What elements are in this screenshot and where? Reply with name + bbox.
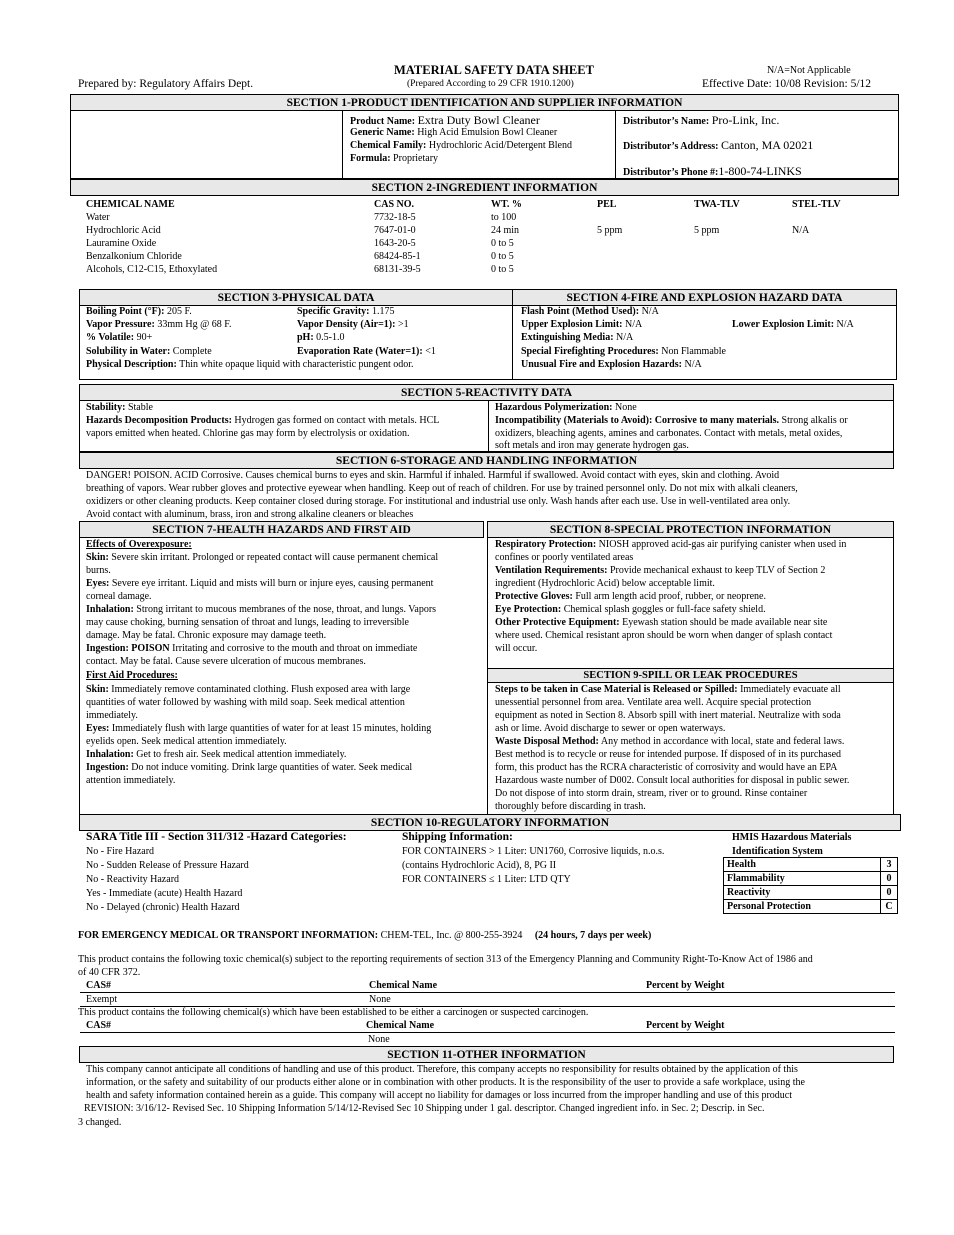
first-aid-inhalation: Inhalation: Get to fresh air. Seek medical attention immediately.	[86, 749, 347, 760]
first-aid-ingestion: Ingestion: Do not induce vomiting. Drink large quantities of water. Seek medical	[86, 762, 413, 773]
ingredient-cell: 24 min	[491, 225, 520, 236]
col-percent: Percent by Weight	[646, 980, 725, 991]
vapor-density: Vapor Density (Air=1): >1	[297, 319, 409, 330]
section-1-header: SECTION 1-PRODUCT IDENTIFICATION AND SUPPLIER INFORMATION	[70, 94, 899, 111]
ingredient-cell: Hydrochloric Acid	[86, 225, 161, 236]
toxic-cas: Exempt	[86, 994, 118, 1005]
col-wt-pct: WT. %	[491, 199, 522, 210]
prepared-by: Prepared by: Regulatory Affairs Dept.	[78, 78, 254, 90]
emergency-contact: FOR EMERGENCY MEDICAL OR TRANSPORT INFORMATION: CHEM-TEL, Inc. @ 800-255-3924 (24 hours, 7 days per week)	[78, 930, 652, 941]
section-3-header: SECTION 3-PHYSICAL DATA	[79, 289, 513, 306]
stability: Stability: Stable	[86, 402, 153, 413]
first-aid-skin-cont: quantities of water followed by washing with mild soap. Seek medical attention	[86, 697, 405, 708]
section-9-header: SECTION 9-SPILL OR LEAK PROCEDURES	[487, 668, 894, 683]
hmis-value: 0	[881, 886, 898, 900]
col-chem-name: Chemical Name	[366, 1020, 435, 1031]
hmis-title: HMIS Hazardous Materials	[732, 832, 852, 843]
incompatibility: Incompatibility (Materials to Avoid): Corrosive to many materials. Strong alkalis or	[495, 415, 848, 426]
divider	[488, 400, 489, 452]
skin-effects-cont: burns.	[86, 565, 111, 576]
special-firefighting: Special Firefighting Procedures: Non Flammable	[521, 346, 726, 357]
volatile: % Volatile: 90+	[86, 332, 153, 343]
hmis-row	[724, 900, 898, 914]
sara-item: No - Delayed (chronic) Health Hazard	[86, 902, 240, 913]
protective-gloves: Protective Gloves: Full arm length acid proof, rubber, or neoprene.	[495, 591, 766, 602]
inhalation-effects-cont: may cause choking, burning sensation of throat and lungs, leading to irreversible	[86, 617, 409, 628]
col-cas: CAS#	[86, 1020, 112, 1031]
ingestion-effects: Ingestion: POISON Irritating and corrosive to the mouth and throat on immediate	[86, 643, 418, 654]
revision-text: REVISION: 3/16/12- Revised Sec. 10 Shipping Information 5/14/12-Revised Sec 10 Shipping under 1 gal. descriptor. Changed ingredient info. in Sec. 2; Descrip. in Sec.	[84, 1103, 765, 1114]
effective-date: Effective Date: 10/08 Revision: 5/12	[702, 78, 872, 90]
product-name: Product Name: Extra Duty Bowl Cleaner	[350, 113, 540, 127]
storage-text: oxidizers or other cleaning products. Keep container closed during storage. For institutional and industrial use only. Wash hands after each use. Use in well-ventilated area only.	[86, 496, 791, 507]
first-aid-eyes-cont: eyelids open. Seek medical attention immediately.	[86, 736, 287, 747]
doc-title: MATERIAL SAFETY DATA SHEET	[394, 63, 594, 77]
ingredient-cell: 7732-18-5	[374, 212, 416, 223]
carcinogen-name: None	[368, 1034, 390, 1045]
sara-item: No - Sudden Release of Pressure Hazard	[86, 860, 249, 871]
divider	[615, 110, 616, 179]
shipping-item: FOR CONTAINERS ≤ 1 Liter: LTD QTY	[402, 874, 571, 885]
hmis-label: Health	[724, 858, 881, 872]
disclaimer-text: information, or the safety and suitability of our products either alone or in combination with other products. It is the responsibility of the user to provide a safe workplace, using the	[86, 1077, 805, 1088]
physical-description: Physical Description: Thin white opaque liquid with characteristic pungent odor.	[86, 359, 414, 370]
section-4-header: SECTION 4-FIRE AND EXPLOSION HAZARD DATA	[512, 289, 897, 306]
first-aid-skin: Skin: Immediately remove contaminated clothing. Flush exposed area with large	[86, 684, 411, 695]
ingredient-cell: 0 to 5	[491, 238, 514, 249]
upper-explosion-limit: Upper Explosion Limit: N/A	[521, 319, 643, 330]
storage-text: breathing of vapors. Wear rubber gloves and protective eyewear when handling. Keep out of reach of children. For use by trained personnel only. Do not mix with alkali cleaners,	[86, 483, 798, 494]
distributor-address: Distributor’s Address: Canton, MA 02021	[623, 138, 814, 152]
first-aid-title: First Aid Procedures:	[86, 670, 178, 681]
lower-explosion-limit: Lower Explosion Limit: N/A	[732, 319, 854, 330]
col-chemical-name: CHEMICAL NAME	[86, 199, 175, 210]
flash-point: Flash Point (Method Used): N/A	[521, 306, 659, 317]
hmis-value: C	[881, 900, 898, 914]
disclaimer-text: This company cannot anticipate all conditions of handling and use of this product. Therefore, this company accepts no responsibility for results obtained by the application of this	[86, 1064, 798, 1075]
boiling-point: Boiling Point (°F): 205 F.	[86, 306, 192, 317]
ph: pH: 0.5-1.0	[297, 332, 345, 343]
inhalation-effects: Inhalation: Strong irritant to mucous membranes of the nose, throat, and lungs. Vapors	[86, 604, 437, 615]
revision-text-cont: 3 changed.	[78, 1117, 122, 1128]
ingredient-cell: Alcohols, C12-C15, Ethoxylated	[86, 264, 218, 275]
hmis-label: Personal Protection	[724, 900, 881, 914]
rule	[80, 992, 895, 993]
ingredient-cell: 68424-85-1	[374, 251, 421, 262]
incompatibility-cont: oxidizers, bleaching agents, amines and carbonates. Contact with metals, metal oxides,	[495, 428, 843, 439]
ingredient-cell: to 100	[491, 212, 517, 223]
section-8-header: SECTION 8-SPECIAL PROTECTION INFORMATION	[487, 521, 894, 538]
respiratory-protection: Respiratory Protection: NIOSH approved acid-gas air purifying canister when used in	[495, 539, 847, 550]
divider	[342, 110, 343, 179]
chemical-family: Chemical Family: Hydrochloric Acid/Detergent Blend	[350, 140, 572, 151]
col-stel-tlv: STEL-TLV	[792, 199, 841, 210]
hmis-value: 0	[881, 872, 898, 886]
doc-subtitle: (Prepared According to 29 CFR 1910.1200)	[407, 79, 574, 89]
section-2-header: SECTION 2-INGREDIENT INFORMATION	[70, 179, 899, 196]
sec313-text-cont: of 40 CFR 372.	[78, 967, 141, 978]
other-equipment-cont: where used. Chemical resistant apron should be worn when danger of splash contact	[495, 630, 833, 641]
carcinogen-text: This product contains the following chemical(s) which have been established to be either a carcinogen or suspected carcinogen.	[78, 1007, 589, 1018]
ventilation-cont: ingredient (Hydrochloric Acid) below acceptable limit.	[495, 578, 715, 589]
sara-item: No - Fire Hazard	[86, 846, 155, 857]
decomposition-products-cont: vapors emitted when heated. Chlorine gas may form by electrolysis or oxidation.	[86, 428, 410, 439]
divider	[79, 537, 80, 815]
inhalation-effects-cont: damage. May be fatal. Chronic exposure may damage teeth.	[86, 630, 327, 641]
divider	[512, 289, 513, 380]
sara-item: No - Reactivity Hazard	[86, 874, 180, 885]
eyes-effects: Eyes: Severe eye irritant. Liquid and mists will burn or injure eyes, causing permanent	[86, 578, 434, 589]
hmis-table	[723, 857, 898, 914]
generic-name: Generic Name: High Acid Emulsion Bowl Cleaner	[350, 127, 558, 138]
shipping-item: FOR CONTAINERS > 1 Liter: UN1760, Corrosive liquids, n.o.s.	[402, 846, 665, 857]
section-5-header: SECTION 5-REACTIVITY DATA	[79, 384, 894, 401]
col-cas: CAS#	[86, 980, 112, 991]
sec313-text: This product contains the following toxic chemical(s) subject to the reporting requirements of section 313 of the Emergency Planning and Community Right-To-Know Act of 1986 and	[78, 954, 813, 965]
ingredient-cell: 5 ppm	[597, 225, 623, 236]
sara-item: Yes - Immediate (acute) Health Hazard	[86, 888, 243, 899]
na-note: N/A=Not Applicable	[767, 65, 851, 76]
ingredient-cell: Benzalkonium Chloride	[86, 251, 182, 262]
shipping-title: Shipping Information:	[402, 831, 513, 843]
ingredient-cell: Water	[86, 212, 110, 223]
respiratory-protection-cont: confines or poorly ventilated areas	[495, 552, 634, 563]
section-6-header: SECTION 6-STORAGE AND HANDLING INFORMATION	[79, 452, 894, 469]
hmis-row	[724, 858, 898, 872]
hmis-label: Flammability	[724, 872, 881, 886]
col-pel: PEL	[597, 199, 617, 210]
ingredient-cell: N/A	[792, 225, 810, 236]
first-aid-skin-cont: immediately.	[86, 710, 138, 721]
col-twa-tlv: TWA-TLV	[694, 199, 740, 210]
ingredient-cell: 68131-39-5	[374, 264, 421, 275]
section-10-header: SECTION 10-REGULATORY INFORMATION	[79, 814, 901, 831]
disclaimer-text: health and safety information contained herein as a guide. This company will accept no liability for damages or loss incurred from the improper handling and use of this product	[86, 1090, 793, 1101]
col-chem-name: Chemical Name	[369, 980, 438, 991]
col-cas-no: CAS NO.	[374, 199, 415, 210]
ingredient-cell: 1643-20-5	[374, 238, 416, 249]
extinguishing-media: Extinguishing Media: N/A	[521, 332, 634, 343]
rule	[80, 1032, 895, 1033]
ingestion-effects-cont: contact. May be fatal. Cause severe ulceration of mucous membranes.	[86, 656, 366, 667]
hmis-value: 3	[881, 858, 898, 872]
evaporation-rate: Evaporation Rate (Water=1): <1	[297, 346, 436, 357]
ingredient-cell: 5 ppm	[694, 225, 720, 236]
other-equipment: Other Protective Equipment: Eyewash station should be made available near site	[495, 617, 828, 628]
decomposition-products: Hazards Decomposition Products: Hydrogen gas formed on contact with metals. HCL	[86, 415, 440, 426]
distributor-phone: Distributor’s Phone #:1-800-74-LINKS	[623, 164, 802, 178]
hmis-row	[724, 886, 898, 900]
polymerization: Hazardous Polymerization: None	[495, 402, 637, 413]
first-aid-eyes: Eyes: Immediately flush with large quantities of water for at least 15 minutes, holding	[86, 723, 432, 734]
section-11-header: SECTION 11-OTHER INFORMATION	[79, 1046, 894, 1063]
spill-procedures: Steps to be taken in Case Material is Released or Spilled: Immediately evacuate all unessential personnel from area. Ventilate area well. Acquire special protection equipment as noted in Section 8. Absorb spill with inert material. Neutralize with soda ash or lime. Avoid discharge to sewer or open waterways. Waste Disposal Method: Any method in accordance with local, state and federal laws. Best method is to recycle or reuse for intended purpose. If disposed of in its purchased form, this product has the RCRA characteristic of corrosivity and would have an EPA Hazardous waste number of D002. Consult local authorities for disposal in public sewer. Do not dispose of into storm drain, stream, river or to ground. Rinse container thoroughly before discarding in trash.	[495, 684, 850, 812]
formula: Formula: Proprietary	[350, 153, 439, 164]
shipping-item: (contains Hydrochloric Acid), 8, PG II	[402, 860, 557, 871]
col-percent: Percent by Weight	[646, 1020, 725, 1031]
hmis-row	[724, 872, 898, 886]
hmis-label: Reactivity	[724, 886, 881, 900]
storage-text: Avoid contact with aluminum, brass, iron and strong alkaline cleaners or bleaches	[86, 509, 414, 520]
vapor-pressure: Vapor Pressure: 33mm Hg @ 68 F.	[86, 319, 232, 330]
storage-text: DANGER! POISON. ACID Corrosive. Causes chemical burns to eyes and skin. Harmful if inhaled. Harmful if swallowed. Avoid contact with eyes, skin and clothing. Avoid	[86, 470, 780, 481]
sara-title: SARA Title III - Section 311/312 -Hazard Categories:	[86, 831, 347, 843]
ventilation: Ventilation Requirements: Provide mechanical exhaust to keep TLV of Section 2	[495, 565, 826, 576]
incompatibility-cont: soft metals and iron may generate hydrogen gas.	[495, 440, 689, 451]
section-7-header: SECTION 7-HEALTH HAZARDS AND FIRST AID	[79, 521, 484, 538]
distributor-name: Distributor’s Name: Pro-Link, Inc.	[623, 113, 780, 127]
ingredient-cell: 0 to 5	[491, 264, 514, 275]
eyes-effects-cont: corneal damage.	[86, 591, 152, 602]
hmis-subtitle: Identification System	[732, 846, 823, 857]
ingredient-cell: 7647-01-0	[374, 225, 416, 236]
first-aid-ingestion-cont: attention immediately.	[86, 775, 176, 786]
ingredient-cell: 0 to 5	[491, 251, 514, 262]
other-equipment-cont: will occur.	[495, 643, 538, 654]
solubility: Solubility in Water: Complete	[86, 346, 212, 357]
eye-protection: Eye Protection: Chemical splash goggles or full-face safety shield.	[495, 604, 766, 615]
effects-title: Effects of Overexposure:	[86, 539, 192, 550]
unusual-hazards: Unusual Fire and Explosion Hazards: N/A	[521, 359, 702, 370]
toxic-name: None	[369, 994, 391, 1005]
specific-gravity: Specific Gravity: 1.175	[297, 306, 395, 317]
ingredient-cell: Lauramine Oxide	[86, 238, 157, 249]
skin-effects: Skin: Severe skin irritant. Prolonged or repeated contact will cause permanent chemical	[86, 552, 439, 563]
